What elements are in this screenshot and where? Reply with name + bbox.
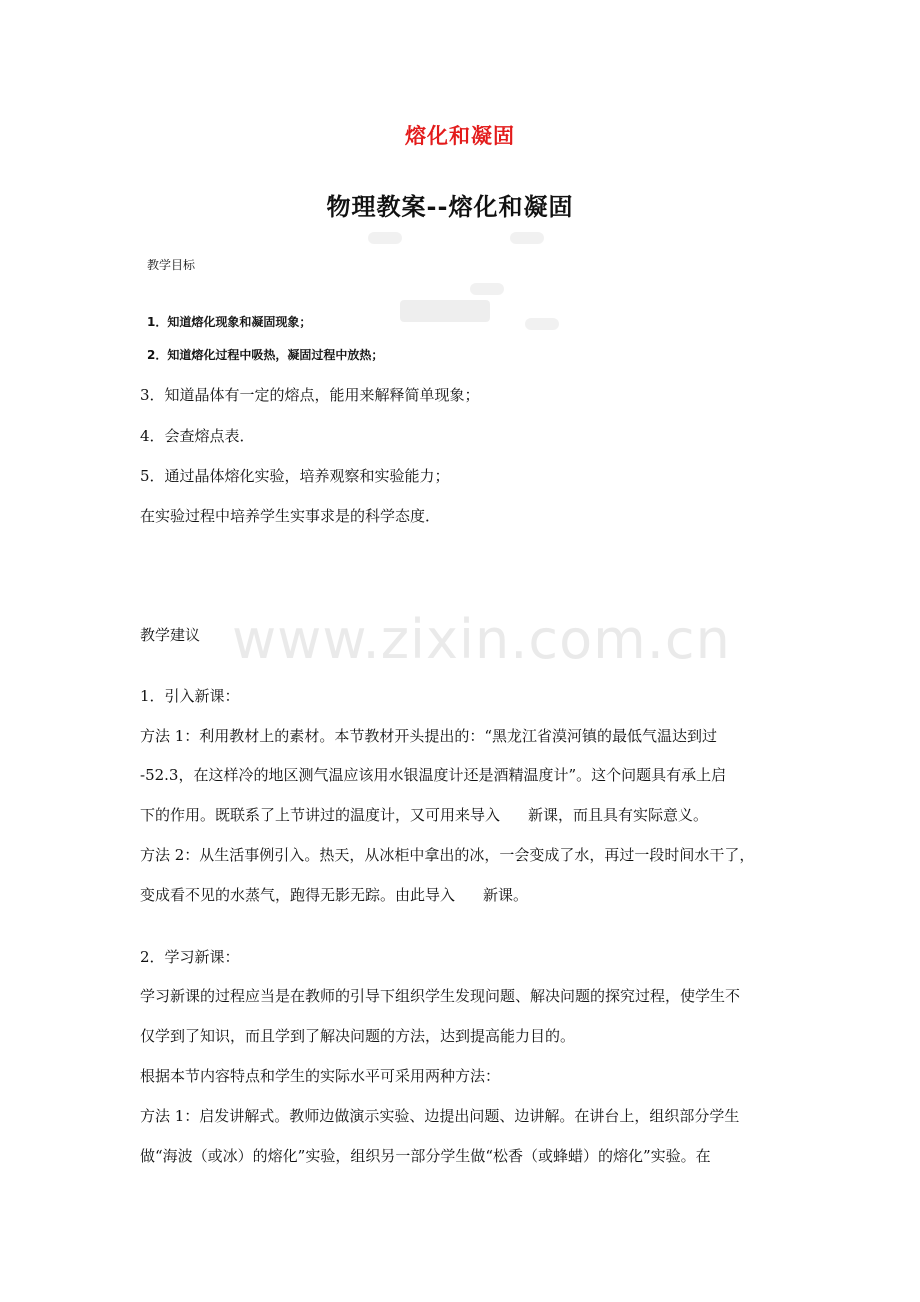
teaching-suggestions-heading: 教学建议 bbox=[140, 626, 201, 644]
method1-line-3-part-a: 下的作用。既联系了上节讲过的温度计，又可用来导入 bbox=[140, 806, 501, 824]
watermark-mark bbox=[525, 318, 559, 330]
method2-line-1: 方法 2：从生活事例引入。热天，从冰柜中拿出的冰，一会变成了水，再过一段时间水干了， bbox=[140, 846, 755, 864]
goal-item-3: 3．知道晶体有一定的熔点，能用来解释简单现象； bbox=[140, 386, 480, 404]
method1-line-3 bbox=[140, 805, 708, 825]
document-red-title: 熔化和凝固 bbox=[405, 124, 515, 148]
method1-line-3-part-b: 新课，而且具有实际意义。 bbox=[528, 806, 709, 824]
method2-line-2-part-a: 变成看不见的水蒸气，跑得无影无踪。由此导入 bbox=[140, 886, 456, 904]
watermark-mark bbox=[470, 283, 504, 295]
learn-heading: 2．学习新课： bbox=[140, 948, 240, 966]
watermark-logo bbox=[400, 300, 490, 322]
goal-item-6: 在实验过程中培养学生实事求是的科学态度． bbox=[140, 507, 441, 525]
learn-line-5: 做“海波（或冰）的熔化”实验，组织另一部分学生做“松香（或蜂蜡）的熔化”实验。在 bbox=[140, 1147, 711, 1165]
learn-line-2: 仅学到了知识，而且学到了解决问题的方法，达到提高能力目的。 bbox=[140, 1027, 576, 1045]
watermark-mark bbox=[510, 232, 544, 244]
goal-item-1: 1．知道熔化现象和凝固现象； bbox=[147, 315, 312, 329]
goal-item-4: 4．会查熔点表． bbox=[140, 427, 255, 445]
learn-line-1: 学习新课的过程应当是在教师的引导下组织学生发现问题、解决问题的探究过程，使学生不 bbox=[140, 987, 741, 1005]
method2-line-2-part-b: 新课。 bbox=[483, 886, 529, 904]
document-main-title: 物理教案--熔化和凝固 bbox=[326, 193, 574, 221]
method2-line-2 bbox=[140, 885, 528, 905]
watermark-mark bbox=[368, 232, 402, 244]
intro-heading: 1．引入新课： bbox=[140, 687, 240, 705]
learn-line-3: 根据本节内容特点和学生的实际水平可采用两种方法： bbox=[140, 1067, 501, 1085]
goal-item-2: 2．知道熔化过程中吸热，凝固过程中放热； bbox=[147, 348, 384, 362]
method1-line-1: 方法 1：利用教材上的素材。本节教材开头提出的：“黑龙江省漠河镇的最低气温达到过 bbox=[140, 727, 717, 745]
method1-line-2: -52.3，在这样冷的地区测气温应该用水银温度计还是酒精温度计”。这个问题具有承上启 bbox=[140, 766, 727, 784]
teaching-goals-heading: 教学目标 bbox=[147, 258, 196, 272]
watermark-text: www.zixin.com.cn bbox=[232, 608, 731, 671]
goal-item-5: 5．通过晶体熔化实验，培养观察和实验能力； bbox=[140, 467, 450, 485]
learn-line-4: 方法 1：启发讲解式。教师边做演示实验、边提出问题、边讲解。在讲台上，组织部分学生 bbox=[140, 1107, 740, 1125]
